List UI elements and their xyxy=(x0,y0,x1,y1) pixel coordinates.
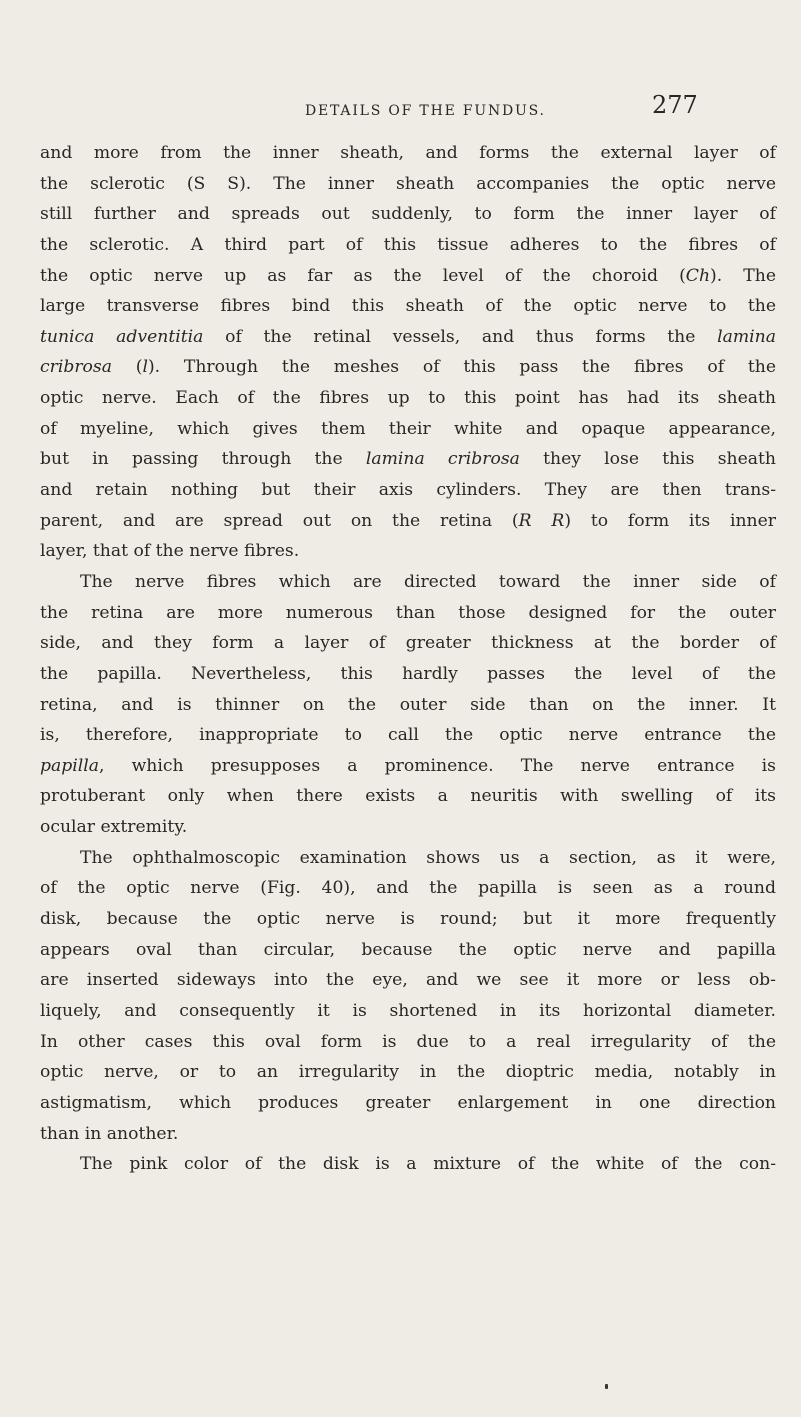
text-line: the papilla. Nevertheless, this hardly passes the level of the xyxy=(40,663,776,684)
ink-speck xyxy=(605,1384,608,1389)
text-line: are inserted sideways into the eye, and we see it more or less ob- xyxy=(40,970,776,991)
text-line: The pink color of the disk is a mixture of the white of the con- xyxy=(80,1154,776,1175)
text-line: retina, and is thinner on the outer side than on the inner. It xyxy=(40,694,776,715)
text-line: and more from the inner sheath, and forms the external layer of xyxy=(40,143,776,163)
text-line: the sclerotic. A third part of this tissue adheres to the fibres of xyxy=(40,234,776,255)
running-head: DETAILS OF THE FUNDUS. xyxy=(305,103,546,119)
page-header xyxy=(0,91,801,131)
text-line: side, and they form a layer of greater thickness at the border of xyxy=(40,633,776,654)
text-line: optic nerve. Each of the fibres up to this point has had its sheath xyxy=(40,388,776,409)
text-line: optic nerve, or to an irregularity in the dioptric media, notably in xyxy=(40,1062,776,1083)
body-text xyxy=(40,138,776,1180)
text-line: disk, because the optic nerve is round; but it more frequently xyxy=(40,909,776,930)
text-line: large transverse fibres bind this sheath of the optic nerve to the xyxy=(40,296,776,317)
text-line: the retina are more numerous than those designed for the outer xyxy=(40,602,776,623)
text-line: the optic nerve up as far as the level of the choroid (Ch). The xyxy=(40,265,776,286)
text-line: but in passing through the lamina cribrosa they lose this sheath xyxy=(40,449,776,470)
text-line: the sclerotic (S S). The inner sheath accompanies the optic nerve xyxy=(40,173,776,194)
text-line: appears oval than circular, because the optic nerve and papilla xyxy=(40,939,776,960)
text-line: of myeline, which gives them their white and opaque appearance, xyxy=(40,418,776,439)
text-line: of the optic nerve (Fig. 40), and the papilla is seen as a round xyxy=(40,878,776,899)
text-line: is, therefore, inappropriate to call the optic nerve entrance the xyxy=(40,725,776,746)
text-line: ocular extremity. xyxy=(40,817,188,838)
page-number: 277 xyxy=(652,91,698,119)
text-line: astigmatism, which produces greater enlargement in one direction xyxy=(40,1092,776,1113)
text-line: papilla, which presupposes a prominence. The nerve entrance is xyxy=(40,755,776,776)
text-line: In other cases this oval form is due to a real irregularity of the xyxy=(40,1031,776,1052)
text-line: parent, and are spread out on the retina (R R) to form its inner xyxy=(40,510,776,531)
text-line: layer, that of the nerve fibres. xyxy=(40,541,300,562)
text-line: cribrosa (l). Through the meshes of this pass the fibres of the xyxy=(40,357,776,378)
text-line: than in another. xyxy=(40,1123,179,1144)
text-line: The ophthalmoscopic examination shows us a section, as it were, xyxy=(80,847,776,868)
text-line: The nerve fibres which are directed toward the inner side of xyxy=(80,571,776,592)
text-line: tunica adventitia of the retinal vessels, and thus forms the lamina xyxy=(40,326,776,347)
text-line: liquely, and consequently it is shortened in its horizontal diameter. xyxy=(40,1000,776,1021)
text-line: protuberant only when there exists a neuritis with swelling of its xyxy=(40,786,776,807)
text-line: and retain nothing but their axis cylinders. They are then trans- xyxy=(40,480,776,501)
text-line: still further and spreads out suddenly, to form the inner layer of xyxy=(40,204,776,225)
